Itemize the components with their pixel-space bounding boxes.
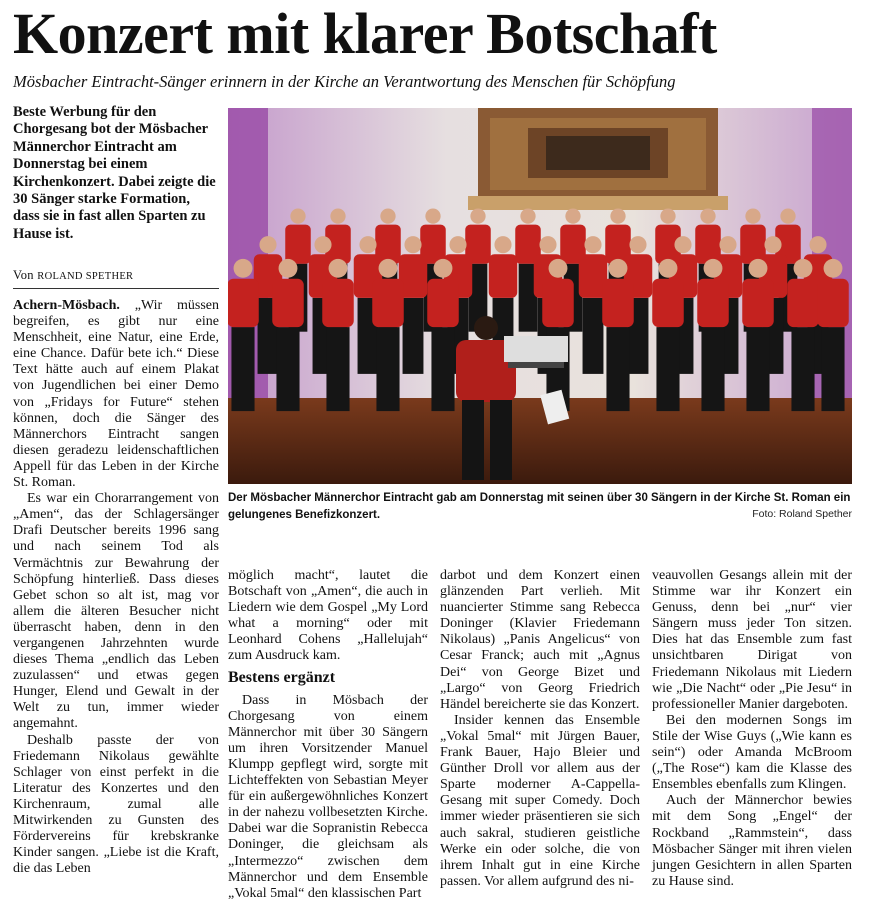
article-paragraph: Dass in Mösbach der Chorgesang von einem Männerchor mit über 30 Sängern um ihren Vorsitzender Manuel Klumpp gepflegt wird, sorgte mit Lichteffekten von Sebastian Meyer für ein außergewöhnliches Konzert in der nahezu vollbesetzten Kirche. Dabei war die Sopranistin Rebecca Doninger, die gleichsam als „Intermezzo“ zwischen dem Männerchor und dem Ensemble „Vokal 5mal“ den klassischen Part [228, 692, 428, 901]
byline [13, 268, 219, 289]
article-column-4 [652, 568, 852, 890]
article-paragraph: möglich macht“, lautet die Botschaft von „Amen“, die auch in Liedern wie dem Gospel „My Lord what a morning“ oder mit Leonhard Cohens „Hallelujah“ zum Ausdruck kam. [228, 568, 428, 664]
singer [602, 259, 634, 411]
singer [372, 259, 404, 411]
article-paragraph: Insider kennen das Ensemble „Vokal 5mal“ mit Jürgen Bauer, Frank Bauer, Hajo Bleier und Günther Droll vor allem aus der Sparte moderner A-Cappella-Gesang mit super Comedy. Doch immer wieder präsentieren sie sich auch sakral, studieren geistliche Werke ein oder solche, die von ihrem Inhalt gut in eine Kirche passen. Vor allem aufgrund des ni- [440, 712, 640, 889]
piano [504, 336, 568, 368]
intro-paragraph: Beste Werbung für den Chorgesang bot der Mösbacher Männerchor Eintracht am Donnerstag bei einem Kirchenkonzert. Dabei zeigte die 30 Sänger starke Formation, dass sie in fast allen Sparten zu Hause ist. [13, 104, 216, 242]
article-column-2 [228, 568, 428, 902]
singer [322, 259, 354, 411]
article-paragraph: Auch der Männerchor bewies mit dem Song „Engel“ der Rockband „Rammstein“, dass Mösbacher Sänger mit ihren vielen jungen Gesichtern in allen Sparten zu Hause sind. [652, 793, 852, 889]
article-paragraph: veauvollen Gesangs allein mit der Stimme war ihr Konzert ein Genuss, denn bei „nur“ vier Sängern muss jeder Ton sitzen. Dies hat das Ensemble zum fast unsichtbaren Dirigat von Friedemann Nikolaus mit Liedern wie „Die Nacht“ oder „Pie Jesu“ in professioneller Manier dargeboten. [652, 568, 852, 712]
article-paragraph: Bei den modernen Songs im Stile der Wise Guys („Wie kann es sein“) oder Amanda McBroom („The Rose“) kam die Klasse des Ensembles ebenfalls zum Klingen. [652, 712, 852, 793]
singer [272, 259, 304, 411]
singer [542, 259, 574, 411]
paragraph-text: „Wir müssen begreifen, es gibt nur eine Menschheit, eine Natur, eine Erde, eine Chance. Dafür bete ich.“ Diese Text hätte auch auf einem Plakat von Jugendlichen bei einer Demo von „Fridays for Future“ stehen können, doch die Sänger des Männerchors Eintracht sangen diesen geradezu leidenschaftlichen Appell für das Leben in der Kirche St. Roman. [13, 298, 220, 491]
altar [468, 108, 728, 210]
article-paragraph: Es war ein Chorarrangement von „Amen“, das der Schlagersänger Drafi Deutscher bereits 1996 sang und nach seinem Tod als Vermächtnis zur Bewahrung der Schöpfung hinterließ. Dass dieses Gebet schon so alt ist, mag vor allem die älteren Besucher nicht überrascht haben, denn in den vergangenen Jahrzehnten wurde dieses Thema „endlich das Leben zuzulassen“ und etwas gegen Hunger, Elend und Gewalt in der Welt zu tun, immer wieder angemahnt. [13, 491, 219, 732]
dateline: Achern-Mösbach. [13, 298, 120, 313]
photo-caption: Der Mösbacher Männerchor Eintracht gab am Donnerstag mit seinen über 30 Sängern in der Kirche St. Roman ein gelungenes Benefizkonzert. [228, 492, 851, 521]
byline-prefix: Von [13, 268, 34, 282]
choir-photo-illustration [228, 108, 852, 484]
article-paragraph: Deshalb passte der von Friedemann Nikolaus gewählte Schlager von einst perfekt in die Literatur des Konzertes und den Kirchenraum, zumal alle Mitwirkenden zu Gunsten des Fördervereins für krebskranke Kinder sangen. „Liebe ist die Kraft, die das Leben [13, 732, 219, 877]
singer [817, 259, 849, 411]
article-column-1 [13, 298, 219, 877]
choir-photo [228, 108, 852, 484]
singer [427, 259, 459, 411]
article-paragraph [13, 298, 219, 491]
headline: Konzert mit klarer Botschaft [13, 1, 717, 66]
section-subheading: Bestens ergänzt [228, 668, 336, 686]
singer [652, 259, 684, 411]
singer [742, 259, 774, 411]
singer [228, 259, 259, 411]
photo-credit: Foto: Roland Spether [752, 508, 852, 520]
article-paragraph: darbot und dem Konzert einen glänzenden Part verlieh. Mit nuancierter Stimme sang Rebecca Doninger (Klavier Friedemann Nikolaus) „Panis Angelicus“ von Cesar Franck; auch mit „Agnus Dei“ von George Bizet und „Largo“ von Georg Friedrich Händel bereicherte sie das Konzert. [440, 568, 640, 712]
subheadline: Mösbacher Eintracht-Sänger erinnern in der Kirche an Verantwortung des Menschen für Schöpfung [13, 72, 676, 91]
singer [697, 259, 729, 411]
byline-author: ROLAND SPETHER [37, 271, 134, 282]
article-column-3 [440, 568, 640, 890]
singer [787, 259, 819, 411]
